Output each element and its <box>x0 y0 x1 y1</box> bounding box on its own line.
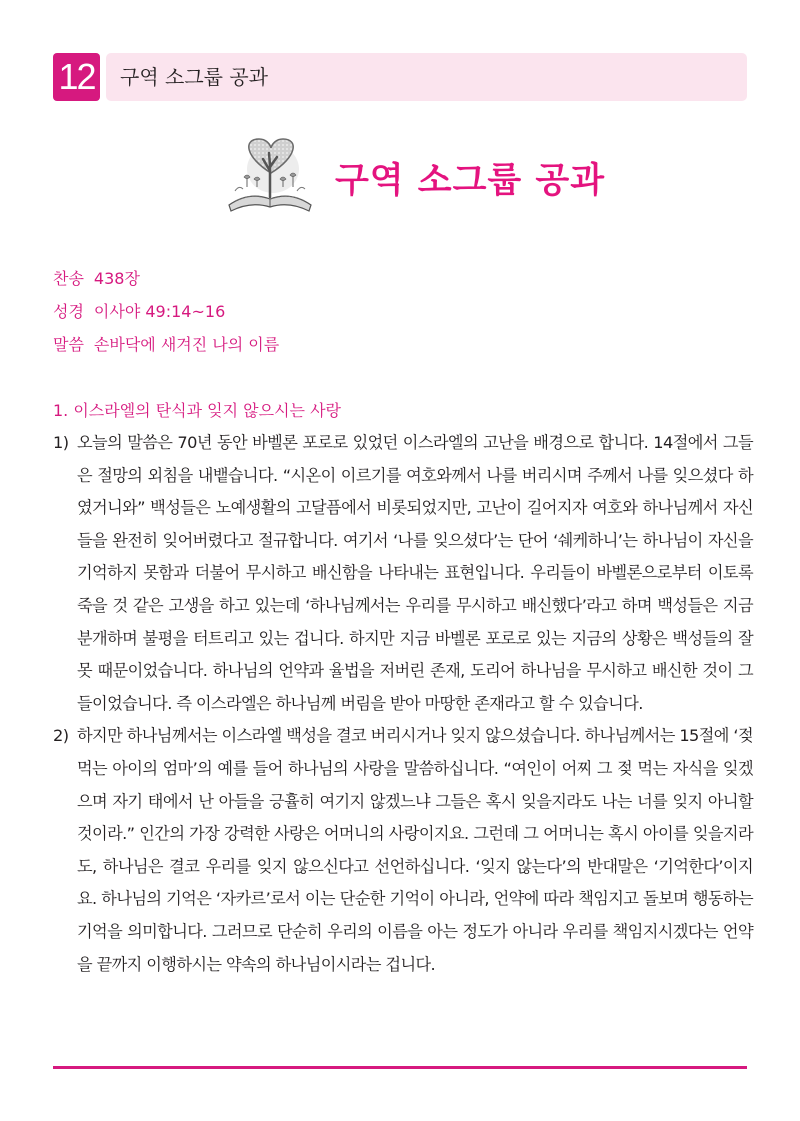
scripture-value: 이사야 49:14~16 <box>93 302 226 321</box>
chapter-title-bar: 구역 소그룹 공과 <box>106 53 747 101</box>
chapter-number-badge: 12 <box>53 53 100 101</box>
chapter-header <box>53 53 747 101</box>
page-title: 구역 소그룹 공과 <box>335 161 606 201</box>
hymn-line <box>53 262 279 295</box>
page-title-block <box>225 135 605 220</box>
lesson-section <box>53 397 753 981</box>
paragraph-number: 1) <box>53 433 69 452</box>
hymn-value: 438장 <box>93 269 140 288</box>
hymn-label: 찬송 <box>53 269 84 288</box>
bottom-divider <box>53 1066 747 1069</box>
sermon-value: 손바닥에 새겨진 나의 이름 <box>93 335 280 354</box>
paragraph-number: 2) <box>53 726 69 746</box>
paragraph-text: 오늘의 말씀은 70년 동안 바벨론 포로로 있었던 이스라엘의 고난을 배경으로 합니다. 14절에서 그들은 절망의 외침을 내뱉습니다. “시온이 이르기를 여호와께서 나를 버리시며 주께서 나를 잊으셨다 하였거니와” 백성들은 노예생활의 고달픔에서 비롯되었지만, 고난이 길어지자 여호와 하나님께서 자신들을 완전히 잊어버렸다고 절규합니다. 여기서 ‘나를 잊으셨다’는 단어 ‘쉐케하니’는 하나님이 자신을 기억하지 못함과 더불어 무시하고 배신함을 나타내는 표현입니다. 우리들이 바벨론으로부터 이토록 죽을 것 같은 고생을 하고 있는데 ‘하나님께서는 우리를 무시하고 배신했다’라고 하며 백성들은 지금 분개하며 불평을 터트리고 있는 겁니다. 하지만 지금 바벨론 포로로 있는 지금의 상황은 백성들의 잘못 때문이었습니다. 하나님의 언약과 율법을 저버린 존재, 도리어 하나님을 무시하고 배신한 것이 그들이었습니다. 즉 이스라엘은 하나님께 버림을 받아 마땅한 존재라고 할 수 있습니다. <box>77 433 753 713</box>
sermon-line <box>53 328 279 361</box>
paragraph <box>53 720 753 981</box>
scripture-line <box>53 295 279 328</box>
lesson-info <box>53 262 279 361</box>
paragraph-text: 하지만 하나님께서는 이스라엘 백성을 결코 버리시거나 잊지 않으셨습니다. 하나님께서는 15절에 ‘젖 먹는 아이의 엄마’의 예를 들어 하나님의 사랑을 말씀하십니다. “여인이 어찌 그 젖 먹는 자식을 잊겠으며 자기 태에서 난 아들을 긍휼히 여기지 않겠느냐 그들은 혹시 잊을지라도 나는 너를 잊지 아니할 것이라.” 인간의 가장 강력한 사랑은 어머니의 사랑이지요. 그런데 그 어머니는 혹시 아이를 잊을지라도, 하나님은 결코 우리를 잊지 않으신다고 선언하십니다. ‘잊지 않는다’의 반대말은 ‘기억한다’이지요. 하나님의 기억은 ‘자카르’로서 이는 단순한 기억이 아니라, 언약에 따라 책임지고 돌보며 행동하는 기억을 의미합니다. 그러므로 단순히 우리의 이름을 아는 정도가 아니라 우리를 책임지시겠다는 언약을 끝까지 이행하시는 약속의 하나님이시라는 겁니다. <box>77 726 753 974</box>
paragraph <box>53 427 753 720</box>
heart-tree-book-icon <box>225 135 315 215</box>
sermon-label: 말씀 <box>53 335 84 354</box>
scripture-label: 성경 <box>53 302 84 321</box>
section-heading: 1. 이스라엘의 탄식과 잊지 않으시는 사랑 <box>53 401 341 420</box>
